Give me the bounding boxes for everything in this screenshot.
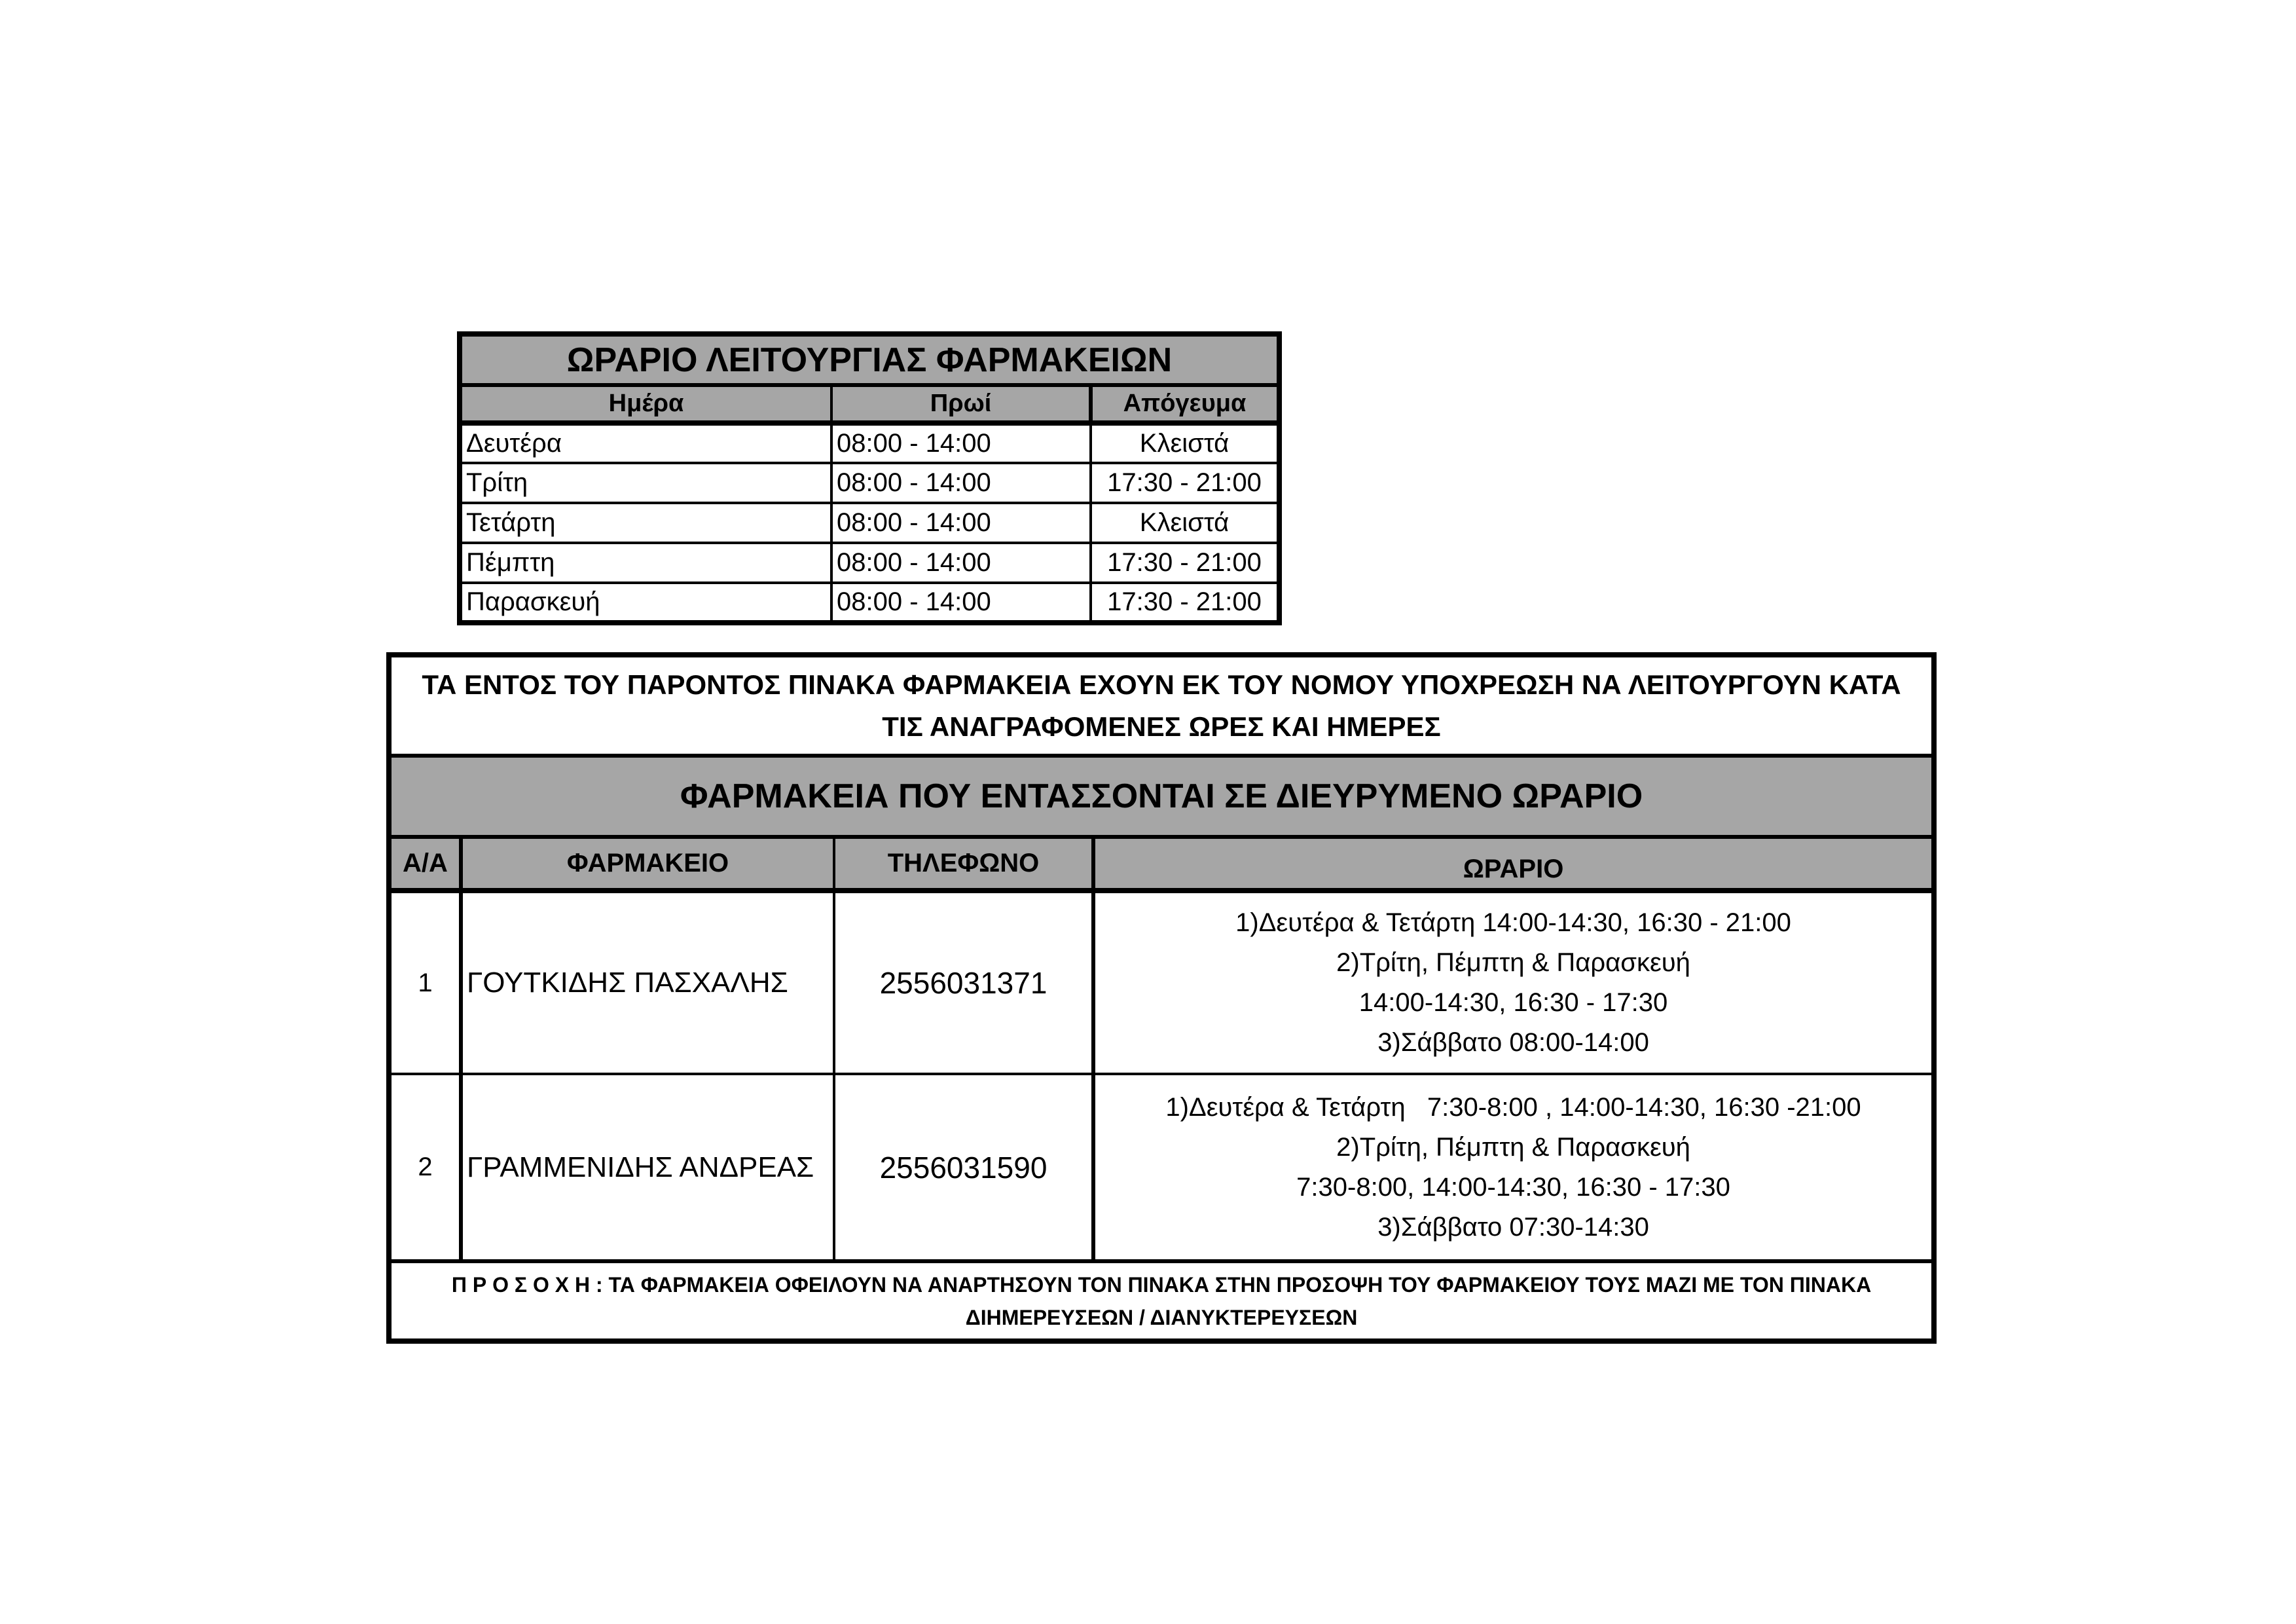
row-number: 1 <box>389 891 461 1074</box>
morning-cell: 08:00 - 14:00 <box>831 543 1091 583</box>
extended-hours-title: ΦΑΡΜΑΚΕΙΑ ΠΟΥ ΕΝΤΑΣΣΟΝΤΑΙ ΣΕ ΔΙΕΥΡΥΜΕΝΟ ΩΡΑΡΙΟ <box>389 756 1934 837</box>
pharmacy-name: ΓΡΑΜΜΕΝΙΔΗΣ ΑΝΔΡΕΑΣ <box>461 1074 834 1261</box>
extended-hours-table <box>386 652 1937 1344</box>
schedule-line: 2)Τρίτη, Πέμπτη & Παρασκευή <box>1336 948 1690 977</box>
day-cell: Τρίτη <box>460 463 831 503</box>
day-cell: Παρασκευή <box>460 583 831 623</box>
morning-cell: 08:00 - 14:00 <box>831 503 1091 543</box>
row-number: 2 <box>389 1074 461 1261</box>
header-pharmacy: ΦΑΡΜΑΚΕΙΟ <box>461 837 834 891</box>
table-row <box>460 463 1279 503</box>
opening-hours-table <box>457 331 1282 625</box>
header-morning: Πρωί <box>831 385 1091 423</box>
header-phone: ΤΗΛΕΦΩΝΟ <box>834 837 1093 891</box>
table-row <box>460 543 1279 583</box>
header-hours: ΩΡΑΡΙΟ <box>1093 837 1934 891</box>
pharmacy-phone: 2556031590 <box>834 1074 1093 1261</box>
legal-notice: ΤΑ ΕΝΤΟΣ ΤΟΥ ΠΑΡΟΝΤΟΣ ΠΙΝΑΚΑ ΦΑΡΜΑΚΕΙΑ ΕΧΟΥΝ ΕΚ ΤΟΥ ΝΟΜΟΥ ΥΠΟΧΡΕΩΣΗ ΝΑ ΛΕΙΤΟΥΡΓΟΥΝ ΚΑΤΑ ΤΙΣ ΑΝΑΓΡΑΦΟΜΕΝΕΣ ΩΡΕΣ ΚΑΙ ΗΜΕΡΕΣ <box>389 655 1934 756</box>
schedule-line: 3)Σάββατο 08:00-14:00 <box>1377 1028 1649 1057</box>
schedule-line: 1)Δευτέρα & Τετάρτη 14:00-14:30, 16:30 - 21:00 <box>1235 908 1791 937</box>
morning-cell: 08:00 - 14:00 <box>831 583 1091 623</box>
schedule-line: 7:30-8:00, 14:00-14:30, 16:30 - 17:30 <box>1296 1172 1730 1202</box>
afternoon-cell: Κλειστά <box>1091 503 1279 543</box>
header-day: Ημέρα <box>460 385 831 423</box>
table-row <box>460 503 1279 543</box>
day-cell: Τετάρτη <box>460 503 831 543</box>
pharmacy-schedule <box>1093 1074 1934 1261</box>
day-cell: Δευτέρα <box>460 423 831 463</box>
afternoon-cell: 17:30 - 21:00 <box>1091 543 1279 583</box>
opening-hours-title: ΩΡΑΡΙΟ ΛΕΙΤΟΥΡΓΙΑΣ ΦΑΡΜΑΚΕΙΩΝ <box>460 334 1279 385</box>
table-row <box>460 583 1279 623</box>
schedule-line: 2)Τρίτη, Πέμπτη & Παρασκευή <box>1336 1132 1690 1162</box>
table-row <box>389 1074 1934 1261</box>
morning-cell: 08:00 - 14:00 <box>831 423 1091 463</box>
schedule-line: 14:00-14:30, 16:30 - 17:30 <box>1358 988 1668 1017</box>
afternoon-cell: 17:30 - 21:00 <box>1091 463 1279 503</box>
table-row <box>389 891 1934 1074</box>
warning-notice: Π Ρ Ο Σ Ο Χ Η : ΤΑ ΦΑΡΜΑΚΕΙΑ ΟΦΕΙΛΟΥΝ ΝΑ ΑΝΑΡΤΗΣΟΥΝ ΤΟΝ ΠΙΝΑΚΑ ΣΤΗΝ ΠΡΟΣΟΨΗ ΤΟΥ ΦΑΡΜΑΚΕΙΟΥ ΤΟΥΣ ΜΑΖΙ ΜΕ ΤΟΝ ΠΙΝΑΚΑ ΔΙΗΜΕΡΕΥΣΕΩΝ / ΔΙΑΝΥΚΤΕΡΕΥΣΕΩΝ <box>389 1261 1934 1341</box>
afternoon-cell: Κλειστά <box>1091 423 1279 463</box>
header-aa: Α/Α <box>389 837 461 891</box>
header-afternoon: Απόγευμα <box>1091 385 1279 423</box>
pharmacy-phone: 2556031371 <box>834 891 1093 1074</box>
day-cell: Πέμπτη <box>460 543 831 583</box>
schedule-line: 3)Σάββατο 07:30-14:30 <box>1377 1212 1649 1242</box>
pharmacy-schedule <box>1093 891 1934 1074</box>
schedule-line: 1)Δευτέρα & Τετάρτη 7:30-8:00 , 14:00-14:30, 16:30 -21:00 <box>1165 1092 1861 1122</box>
table-row <box>460 423 1279 463</box>
pharmacy-name: ΓΟΥΤΚΙΔΗΣ ΠΑΣΧΑΛΗΣ <box>461 891 834 1074</box>
afternoon-cell: 17:30 - 21:00 <box>1091 583 1279 623</box>
morning-cell: 08:00 - 14:00 <box>831 463 1091 503</box>
